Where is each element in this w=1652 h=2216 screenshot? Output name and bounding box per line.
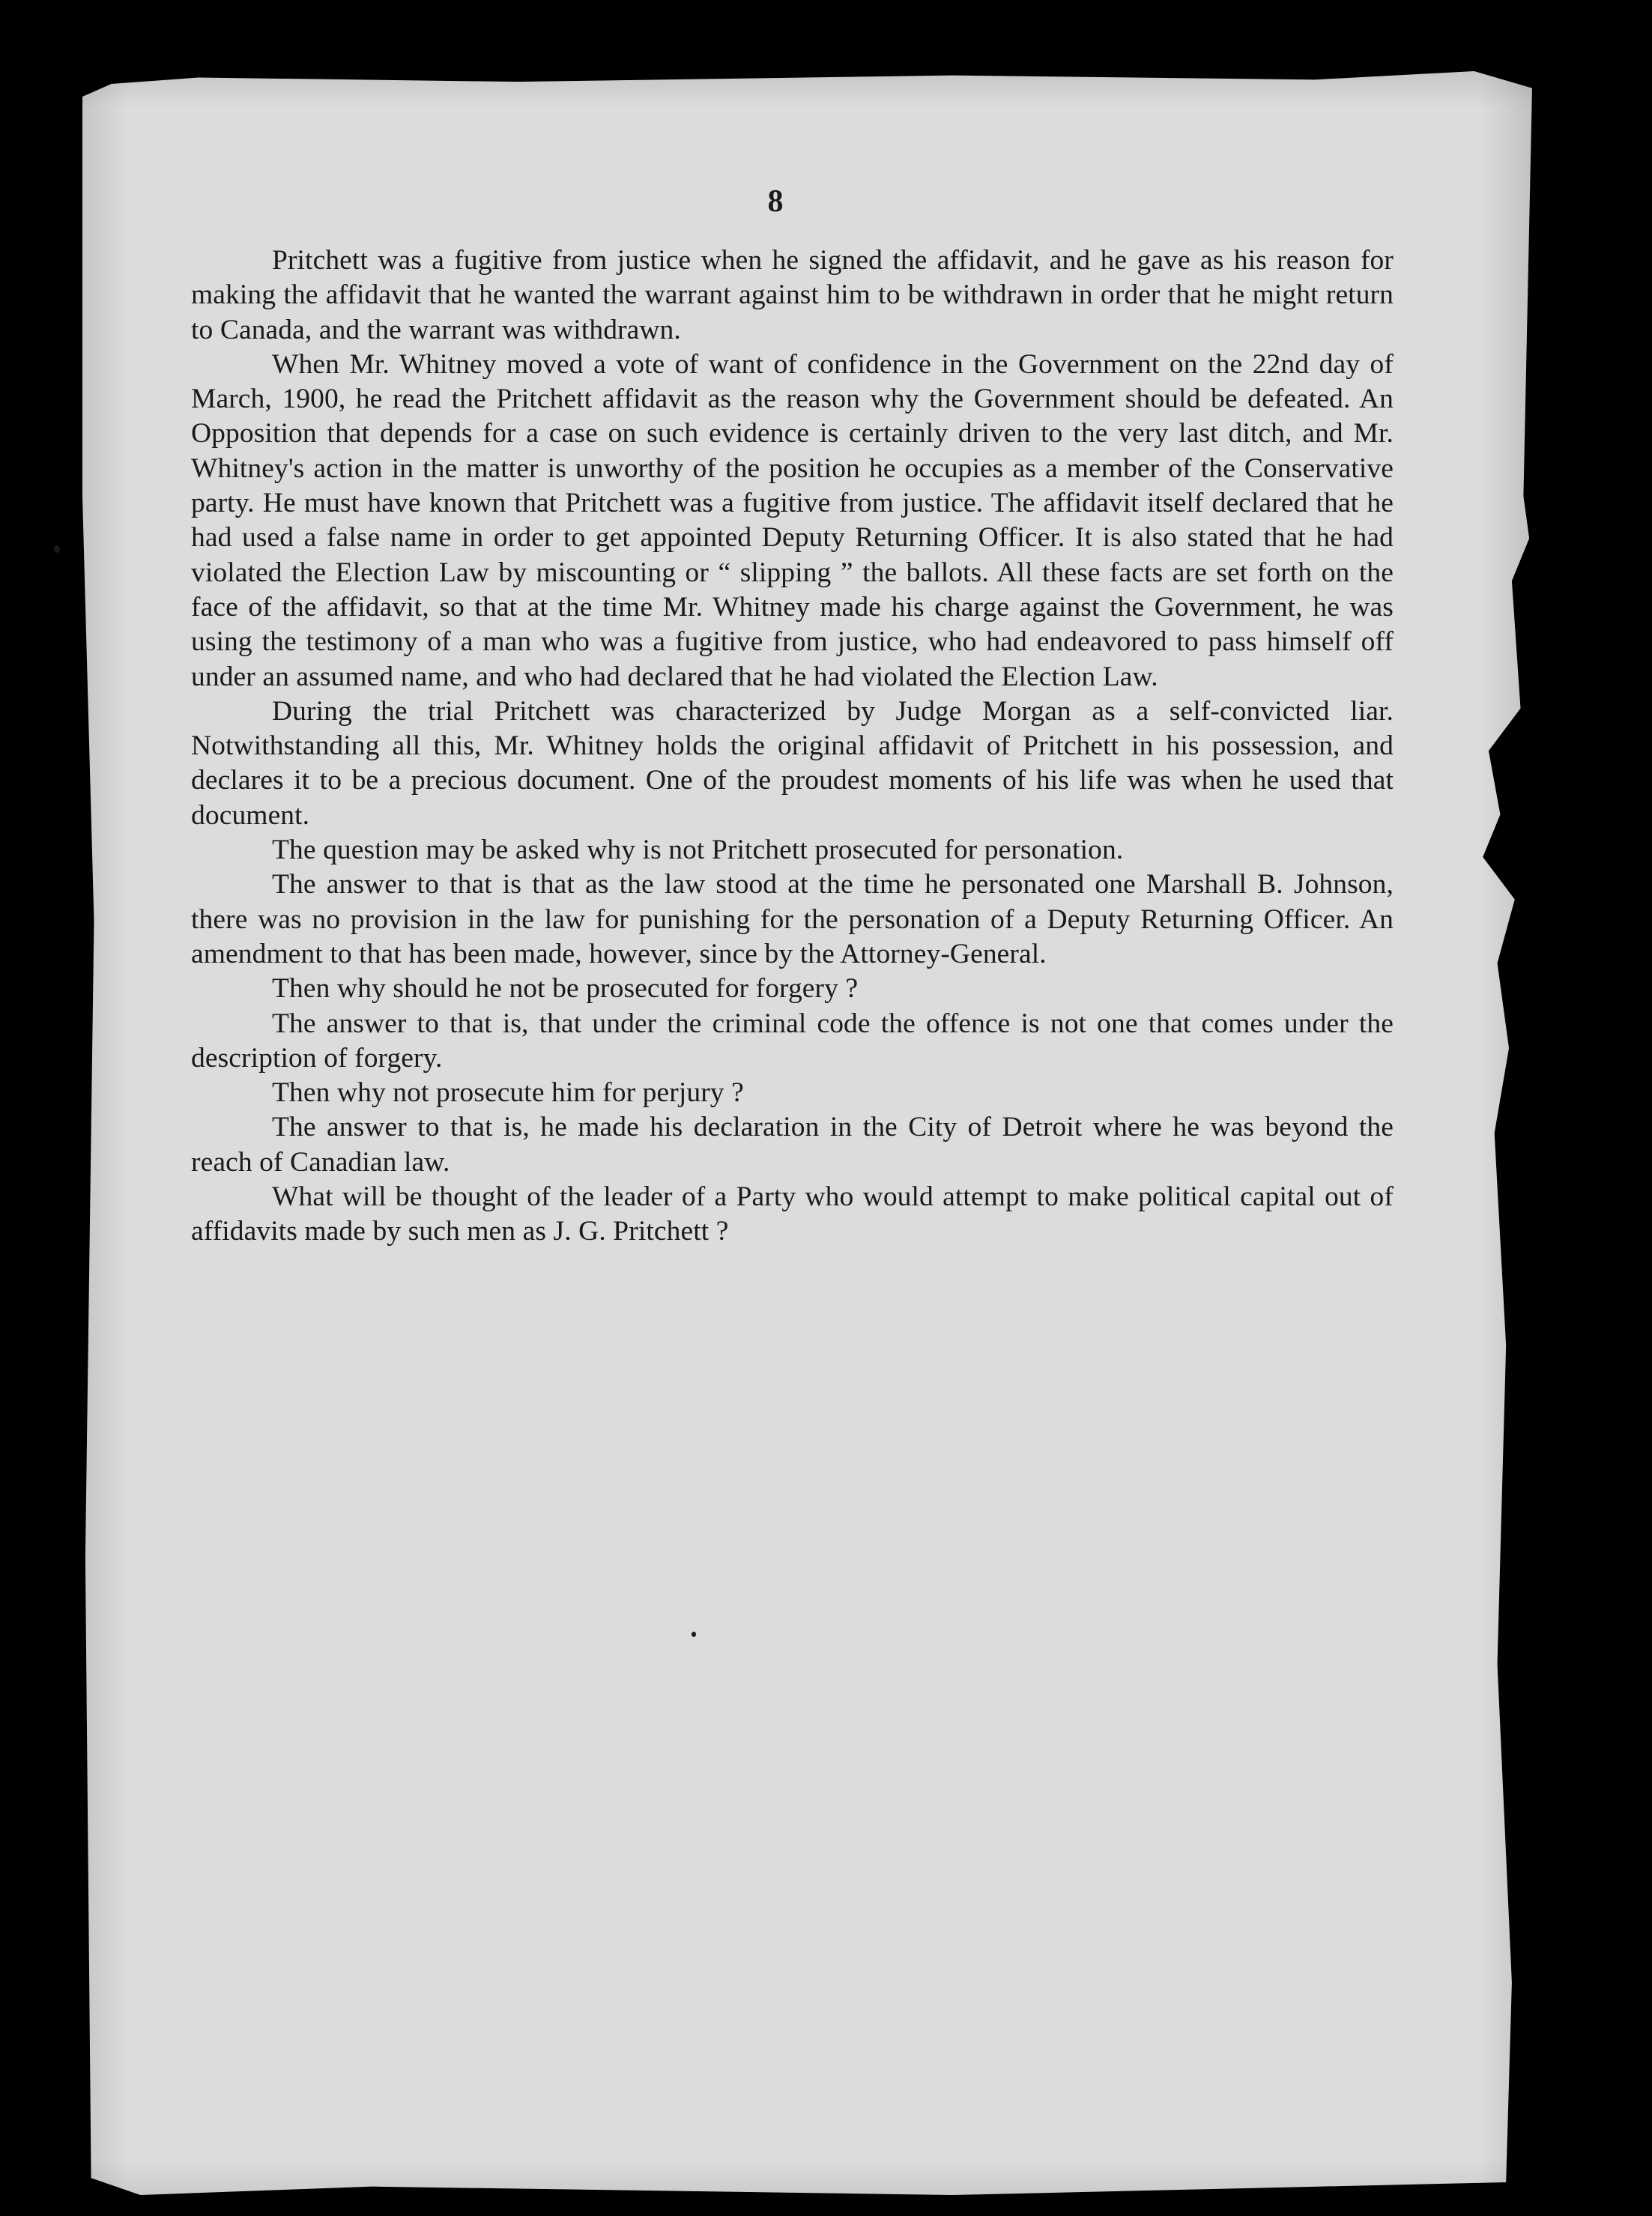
ink-speck: [54, 545, 60, 553]
paragraph: The answer to that is that as the law stood at the time he personated one Marshall B. Johnson, there was no provision in the law for punishing for the personation of a Deputy Returning Officer. An amendment to that has been made, however, since by the Attorney-General.: [191, 869, 1394, 969]
ink-speck: [692, 1632, 696, 1637]
paragraph: During the trial Pritchett was characterized by Judge Morgan as a self-convicted liar. Notwithstanding all this, Mr. Whitney holds the original affidavit of Pritchett in his possession, and declares it to be a precious document. One of the proudest moments of his life was when he used that document.: [191, 695, 1394, 831]
paragraph: The question may be asked why is not Pritchett prosecuted for personation.: [272, 835, 1124, 866]
document-body: [191, 243, 1394, 1250]
paragraph: Then why should he not be prosecuted for forgery ?: [272, 973, 859, 1005]
paragraph: The answer to that is, that under the criminal code the offence is not one that comes under the description of forgery.: [191, 1008, 1394, 1074]
paragraph: What will be thought of the leader of a Party who would attempt to make political capital out of affidavits made by such men as J. G. Pritchett ?: [191, 1181, 1394, 1247]
page-number: 8: [767, 184, 784, 219]
paragraph: Pritchett was a fugitive from justice when he signed the affidavit, and he gave as his reason for making the affidavit that he wanted the warrant against him to be withdrawn in order that he might return to Canada, and the warrant was withdrawn.: [191, 245, 1394, 345]
paragraph: Then why not prosecute him for perjury ?: [272, 1077, 744, 1109]
paragraph: The answer to that is, he made his declaration in the City of Detroit where he was beyond the reach of Canadian law.: [191, 1112, 1394, 1178]
paragraph: When Mr. Whitney moved a vote of want of confidence in the Government on the 22nd day of March, 1900, he read the Pritchett affidavit as the reason why the Government should be defeated. An Opposition that depends for a case on such evidence is certainly driven to the very last ditch, and Mr. Whitney's action in the matter is unworthy of the position he occupies as a member of the Conservative party. He must have known that Pritchett was a fugitive from justice. The affidavit itself declared that he had used a false name in order to get appointed Deputy Returning Officer. It is also stated that he had violated the Election Law by miscounting or “ slipping ” the ballots. All these facts are set forth on the face of the affidavit, so that at the time Mr. Whitney made his charge against the Government, he was using the testimony of a man who was a fugitive from justice, who had endeavored to pass himself off under an assumed name, and who had declared that he had violated the Election Law.: [191, 348, 1394, 692]
